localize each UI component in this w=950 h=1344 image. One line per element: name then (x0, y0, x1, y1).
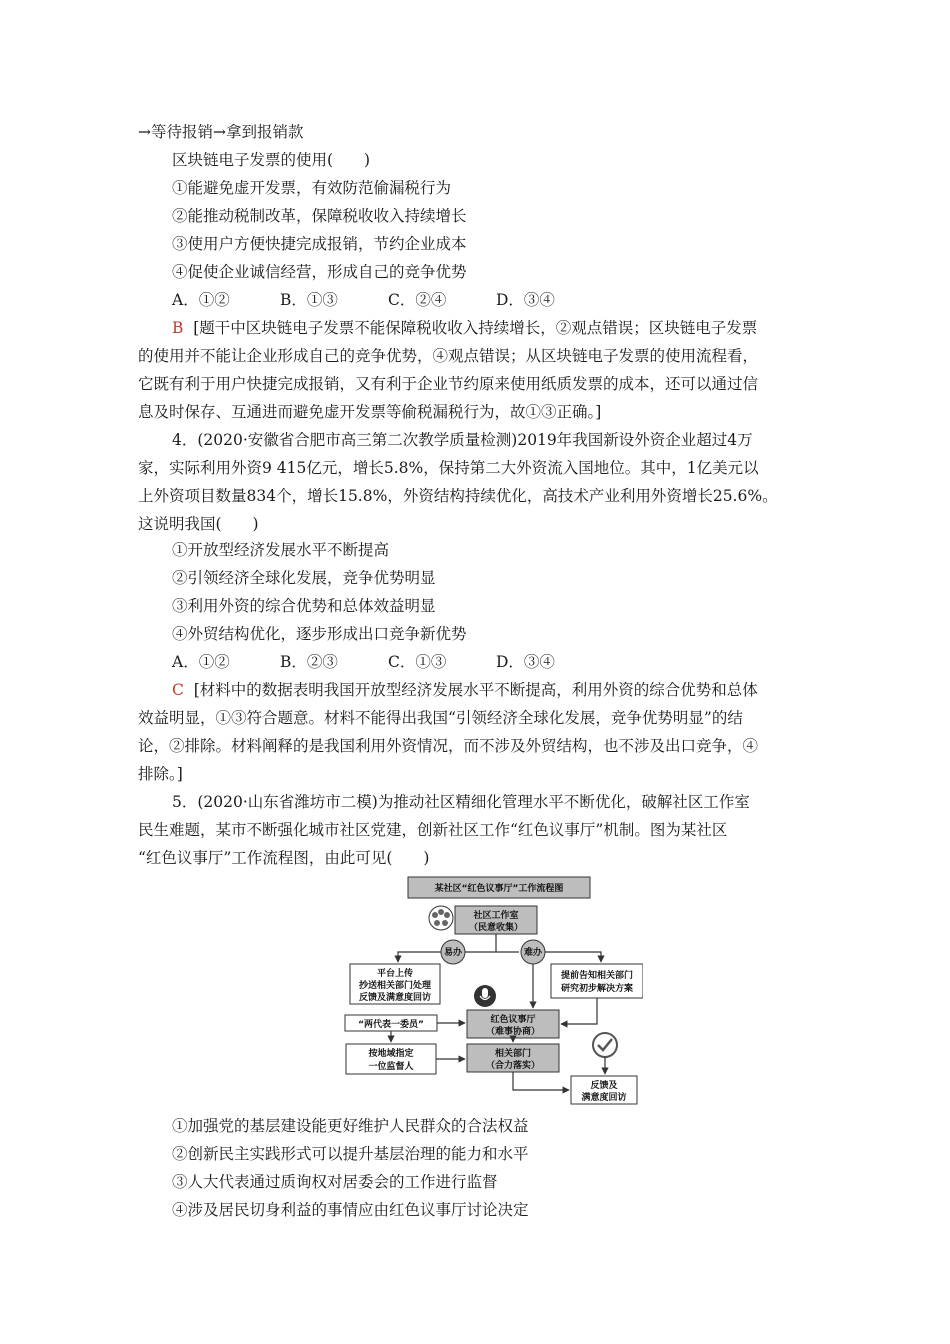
q4-answer: C (172, 681, 184, 699)
svg-text:反馈及: 反馈及 (590, 1081, 618, 1091)
q4-choices (172, 652, 852, 672)
q3-option-2: ②能推动税制改革，保障税收收入持续增长 (172, 207, 467, 225)
q3-choice-b: B．①③ (280, 291, 338, 309)
q4-choice-b: B．②③ (280, 653, 338, 671)
q5-stem-1: 5．(2020·山东省潍坊市二模)为推动社区精细化管理水平不断优化，破解社区工作室 (172, 793, 750, 811)
svg-text:相关部门: 相关部门 (494, 1049, 532, 1059)
svg-text:提前告知相关部门: 提前告知相关部门 (560, 971, 634, 981)
q3-option-4: ④促使企业诚信经营，形成自己的竞争优势 (172, 263, 467, 281)
people-icon (429, 906, 453, 930)
svg-text:反馈及满意度回访: 反馈及满意度回访 (358, 993, 432, 1003)
q3-option-1: ①能避免虚开发票，有效防范偷漏税行为 (172, 179, 452, 197)
q4-choice-c: C．①③ (388, 653, 447, 671)
q5-option-1: ①加强党的基层建设能更好维护人民群众的合法权益 (172, 1117, 529, 1135)
q4-explanation-2: 效益明显，①③符合题意。材料不能得出我国“引领经济全球化发展，竞争优势明显”的结 (138, 709, 743, 727)
svg-text:难办: 难办 (523, 948, 543, 958)
q4-choice-a: A．①② (172, 653, 230, 671)
q3-choice-a: A．①② (172, 291, 230, 309)
svg-text:（难事协商）: （难事协商） (485, 1027, 541, 1037)
svg-text:社区工作室: 社区工作室 (473, 911, 519, 921)
svg-text:一位监督人: 一位监督人 (368, 1062, 414, 1072)
q3-explanation-1: B [题干中区块链电子发票不能保障税收收入持续增长，②观点错误；区块链电子发票 (172, 319, 758, 337)
svg-text:红色议事厅: 红色议事厅 (490, 1015, 536, 1025)
svg-text:满意度回访: 满意度回访 (581, 1093, 627, 1103)
q3-explanation-2: 的使用并不能让企业形成自己的竞争优势，④观点错误；从区块链电子发票的使用流程看， (138, 347, 759, 365)
svg-text:平台上传: 平台上传 (376, 969, 414, 979)
q5-option-3: ③人大代表通过质询权对居委会的工作进行监督 (172, 1173, 498, 1191)
q5-option-2: ②创新民主实践形式可以提升基层治理的能力和水平 (172, 1145, 529, 1163)
q4-explanation-3: 论，②排除。材料阐释的是我国利用外资情况，而不涉及外贸结构，也不涉及出口竞争，④ (138, 737, 759, 755)
q4-choice-d: D．③④ (496, 653, 555, 671)
q4-explanation-1: C [材料中的数据表明我国开放型经济发展水平不断提高，利用外资的综合优势和总体 (172, 681, 758, 699)
q3-choice-c: C．②④ (388, 291, 447, 309)
text-line: →等待报销→拿到报销款 (138, 123, 304, 141)
svg-text:按地域指定: 按地域指定 (368, 1049, 414, 1059)
q3-answer: B (172, 319, 184, 337)
q4-stem-3: 上外资项目数量834个，增长15.8%，外资结构持续优化，高技术产业利用外资增长25.6%。 (138, 487, 778, 505)
svg-text:研究初步解决方案: 研究初步解决方案 (560, 984, 634, 994)
checkmark-icon (593, 1033, 617, 1057)
q4-stem-1: 4．(2020·安徽省合肥市高三第二次教学质量检测)2019年我国新设外资企业超过4万 (172, 431, 753, 449)
q4-option-2: ②引领经济全球化发展，竞争优势明显 (172, 569, 436, 587)
q3-explanation-3: 它既有利于用户快捷完成报销，又有利于企业节约原来使用纸质发票的成本，还可以通过信 (138, 375, 759, 393)
q4-explanation-4: 排除。] (138, 765, 183, 783)
svg-text:抄送相关部门处理: 抄送相关部门处理 (358, 981, 432, 991)
flowchart-title: 某社区“红色议事厅”工作流程图 (434, 884, 564, 894)
q4-stem-2: 家，实际利用外资9 415亿元，增长5.8%，保持第二大外资流入国地位。其中，1亿美元以 (138, 459, 759, 477)
svg-text:（民意收集）: （民意收集） (468, 923, 524, 933)
q5-stem-2: 民生难题，某市不断强化城市社区党建，创新社区工作“红色议事厅”机制。图为某社区 (138, 821, 728, 839)
q3-choices (172, 290, 852, 310)
flowchart-diagram (343, 874, 643, 1106)
microphone-icon (474, 985, 496, 1007)
svg-text:易办: 易办 (443, 948, 463, 958)
q3-explanation-4: 息及时保存、互通进而避免虚开发票等偷税漏税行为，故①③正确。] (138, 403, 602, 421)
svg-text:“两代表一委员”: “两代表一委员” (358, 1020, 424, 1030)
q4-option-3: ③利用外资的综合优势和总体效益明显 (172, 597, 436, 615)
q3-choice-d: D．③④ (496, 291, 555, 309)
q4-option-1: ①开放型经济发展水平不断提高 (172, 541, 390, 559)
q3-stem: 区块链电子发票的使用( ) (172, 151, 371, 169)
q3-option-3: ③使用户方便快捷完成报销，节约企业成本 (172, 235, 467, 253)
q4-stem-4: 这说明我国( ) (138, 515, 259, 533)
svg-text:（合力落实）: （合力落实） (485, 1061, 541, 1071)
q4-option-4: ④外贸结构优化，逐步形成出口竞争新优势 (172, 625, 467, 643)
q5-option-4: ④涉及居民切身利益的事情应由红色议事厅讨论决定 (172, 1201, 529, 1219)
q5-stem-3: “红色议事厅”工作流程图，由此可见( ) (138, 849, 430, 867)
